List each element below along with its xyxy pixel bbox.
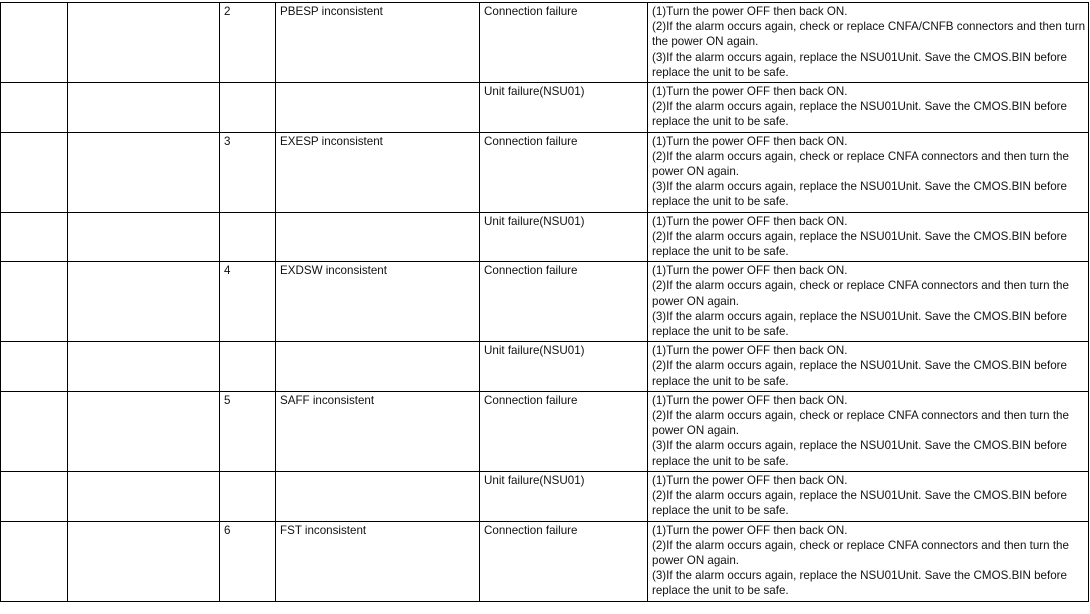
remedy-step: (3)If the alarm occurs again, replace the NSU01Unit. Save the CMOS.BIN before replace the unit to be safe. (652, 50, 1067, 79)
sub-code-cell (220, 342, 276, 392)
cause-cell: Unit failure(NSU01) (480, 83, 648, 133)
cause-cell: Connection failure (480, 132, 648, 212)
remedy-cell (648, 521, 1089, 601)
table-row (1, 3, 1089, 83)
remedy-step: (2)If the alarm occurs again, check or replace CNFA connectors and then turn the power ON again. (652, 538, 1069, 567)
remedy-step: (1)Turn the power OFF then back ON. (652, 393, 848, 407)
alarm-code-cell (1, 391, 68, 471)
sub-code-cell (220, 83, 276, 133)
remedy-cell (648, 3, 1089, 83)
sub-code-cell (220, 471, 276, 521)
remedy-cell (648, 212, 1089, 262)
cause-cell: Connection failure (480, 521, 648, 601)
table-row (1, 342, 1089, 392)
remedy-step: (1)Turn the power OFF then back ON. (652, 473, 848, 487)
remedy-cell (648, 391, 1089, 471)
alarm-code-cell (1, 132, 68, 212)
item-cell (276, 212, 480, 262)
alarm-name-cell (68, 3, 220, 83)
sub-code-cell (220, 212, 276, 262)
item-cell: PBESP inconsistent (276, 3, 480, 83)
remedy-step: (1)Turn the power OFF then back ON. (652, 5, 848, 18)
remedy-step: (2)If the alarm occurs again, replace the NSU01Unit. Save the CMOS.BIN before replace the unit to be safe. (652, 229, 1067, 259)
remedy-step: (2)If the alarm occurs again, check or replace CNFA connectors and then turn the power ON again. (652, 279, 1069, 308)
remedy-step: (3)If the alarm occurs again, replace the NSU01Unit. Save the CMOS.BIN before replace the unit to be safe. (652, 309, 1067, 339)
cause-cell: Unit failure(NSU01) (480, 212, 648, 262)
sub-code-cell: 5 (220, 391, 276, 471)
alarm-remedy-table (0, 2, 1089, 602)
alarm-name-cell (68, 262, 220, 342)
sub-code-cell: 6 (220, 521, 276, 601)
item-cell: EXDSW inconsistent (276, 262, 480, 342)
alarm-name-cell (68, 83, 220, 133)
item-cell (276, 342, 480, 392)
item-cell: FST inconsistent (276, 521, 480, 601)
alarm-code-cell (1, 83, 68, 133)
remedy-cell (648, 471, 1089, 521)
table-row (1, 521, 1089, 601)
alarm-code-cell (1, 521, 68, 601)
alarm-code-cell (1, 212, 68, 262)
alarm-name-cell (68, 391, 220, 471)
table-row (1, 391, 1089, 471)
remedy-step: (2)If the alarm occurs again, replace the NSU01Unit. Save the CMOS.BIN before replace the unit to be safe. (652, 359, 1067, 388)
remedy-step: (1)Turn the power OFF then back ON. (652, 134, 848, 148)
cause-cell: Connection failure (480, 391, 648, 471)
alarm-code-cell (1, 471, 68, 521)
item-cell: SAFF inconsistent (276, 391, 480, 471)
table-body (1, 3, 1089, 602)
remedy-cell (648, 262, 1089, 342)
remedy-step: (2)If the alarm occurs again, replace the NSU01Unit. Save the CMOS.BIN before replace the unit to be safe. (652, 489, 1067, 518)
cause-cell: Unit failure(NSU01) (480, 342, 648, 392)
remedy-step: (1)Turn the power OFF then back ON. (652, 85, 848, 99)
remedy-step: (3)If the alarm occurs again, replace the NSU01Unit. Save the CMOS.BIN before replace the unit to be safe. (652, 180, 1067, 209)
remedy-step: (3)If the alarm occurs again, replace the NSU01Unit. Save the CMOS.BIN before replace the unit to be safe. (652, 569, 1067, 598)
table-row (1, 83, 1089, 133)
table-row (1, 132, 1089, 212)
item-cell (276, 471, 480, 521)
remedy-step: (1)Turn the power OFF then back ON. (652, 214, 848, 228)
remedy-step: (3)If the alarm occurs again, replace the NSU01Unit. Save the CMOS.BIN before replace the unit to be safe. (652, 439, 1067, 468)
sub-code-cell: 2 (220, 3, 276, 83)
item-cell (276, 83, 480, 133)
item-cell: EXESP inconsistent (276, 132, 480, 212)
table-row (1, 262, 1089, 342)
cause-cell: Connection failure (480, 3, 648, 83)
remedy-step: (1)Turn the power OFF then back ON. (652, 344, 848, 358)
remedy-step: (2)If the alarm occurs again, check or replace CNFA connectors and then turn the power ON again. (652, 409, 1069, 438)
table-row (1, 471, 1089, 521)
alarm-code-cell (1, 262, 68, 342)
alarm-name-cell (68, 212, 220, 262)
alarm-name-cell (68, 521, 220, 601)
table-row (1, 212, 1089, 262)
alarm-code-cell (1, 3, 68, 83)
sub-code-cell: 3 (220, 132, 276, 212)
alarm-name-cell (68, 132, 220, 212)
alarm-name-cell (68, 471, 220, 521)
remedy-cell (648, 83, 1089, 133)
cause-cell: Unit failure(NSU01) (480, 471, 648, 521)
remedy-step: (2)If the alarm occurs again, check or replace CNFA connectors and then turn the power ON again. (652, 149, 1069, 179)
remedy-step: (2)If the alarm occurs again, replace the NSU01Unit. Save the CMOS.BIN before replace the unit to be safe. (652, 100, 1067, 129)
remedy-cell (648, 132, 1089, 212)
remedy-step: (1)Turn the power OFF then back ON. (652, 523, 848, 537)
sub-code-cell: 4 (220, 262, 276, 342)
remedy-step: (2)If the alarm occurs again, check or replace CNFA/CNFB connectors and then turn the power ON again. (652, 20, 1086, 49)
alarm-name-cell (68, 342, 220, 392)
remedy-step: (1)Turn the power OFF then back ON. (652, 264, 848, 278)
alarm-code-cell (1, 342, 68, 392)
remedy-cell (648, 342, 1089, 392)
cause-cell: Connection failure (480, 262, 648, 342)
